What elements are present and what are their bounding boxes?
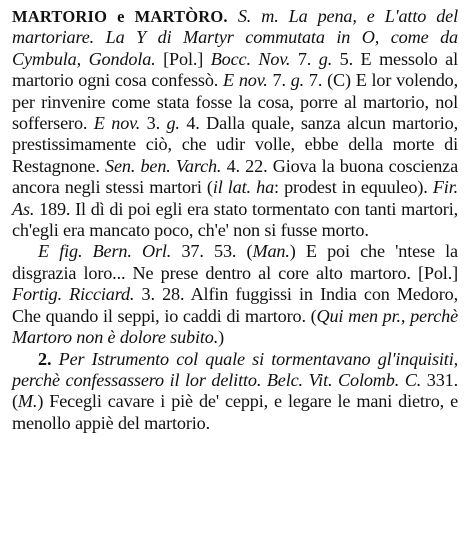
text-run: Man. bbox=[252, 241, 290, 262]
text-run: Bocc. Nov. bbox=[210, 48, 291, 69]
entry-sense-2-paragraph bbox=[12, 349, 458, 435]
text-run: g. bbox=[318, 48, 333, 69]
text-run: il lat. ha bbox=[212, 177, 275, 198]
text-run: 4. 22. Giova la buona coscienza ancora negli stessi martori ( bbox=[12, 155, 459, 198]
text-run: 5. E messolo al martorio ogni cosa confessò. bbox=[12, 48, 459, 91]
text-run: [Pol.] bbox=[155, 48, 211, 69]
text-run: E nov. bbox=[93, 113, 141, 134]
text-run bbox=[51, 349, 58, 369]
text-run bbox=[228, 6, 238, 26]
text-run: Fir. As. bbox=[12, 177, 459, 219]
text-run: 7. bbox=[267, 70, 291, 91]
text-run: 7. bbox=[290, 48, 319, 69]
text-run: 189. Il dì di poi egli era stato tormentato con tanti martori, ch'egli era mancato poco, ch'e' non si fusse morto. bbox=[12, 198, 458, 241]
text-run: g. bbox=[290, 70, 305, 91]
text-run: 2. bbox=[38, 348, 52, 369]
text-run: S. m. La pena, e L'atto del martoriare. La Y di Martyr commutata in O, come da Cymbula, Gondola. bbox=[12, 6, 458, 69]
text-run: MARTORIO e MARTÒRO. bbox=[12, 7, 228, 26]
text-run: Sen. ben. Varch. bbox=[105, 155, 222, 176]
text-run: 331. ( bbox=[12, 369, 458, 412]
text-run: ) Fecegli cavare i piè de' ceppi, e legare le mani dietro, e menollo appiè del martorio. bbox=[12, 391, 458, 433]
text-run: 7. (C) E lor volendo, per rinvenire come stata fosse la cosa, porre al martorio, nol soffersero. bbox=[12, 70, 459, 134]
text-run: 4. Dalla quale, sanza alcun martorio, prestissimamente ciò, che udir volle, ebbe della morte di Restagnone. bbox=[12, 113, 458, 176]
text-run: 3. 28. Alfin fuggissi in India con Medoro, Che quando il seppi, io caddi di martoro. ( bbox=[12, 284, 458, 326]
text-run: E fig. Bern. Orl. bbox=[38, 241, 172, 262]
text-run: ) E poi che 'ntese la disgrazia loro... Ne prese dentro al core alto martoro. [Pol.] bbox=[12, 241, 458, 283]
text-run: Per Istrumento col quale si tormentavano gl'inquisiti, perchè confessassero il lor delitto. Belc. Vit. Colomb. C. bbox=[12, 348, 458, 390]
text-run: Fortig. Ricciard. bbox=[12, 284, 135, 305]
text-run: g. bbox=[166, 113, 180, 134]
text-run: Qui men pr., perchè Martoro non è dolore subito. bbox=[12, 305, 458, 348]
text-run: 3. bbox=[140, 113, 167, 134]
text-run: ) bbox=[218, 327, 225, 348]
text-run: 37. 53. ( bbox=[171, 241, 253, 262]
text-run: E nov. bbox=[223, 70, 268, 91]
entry-main-paragraph bbox=[12, 6, 458, 241]
entry-figurative-paragraph bbox=[12, 241, 458, 348]
text-run: M. bbox=[17, 391, 38, 412]
text-run: : prodest in equuleo). bbox=[274, 177, 433, 198]
